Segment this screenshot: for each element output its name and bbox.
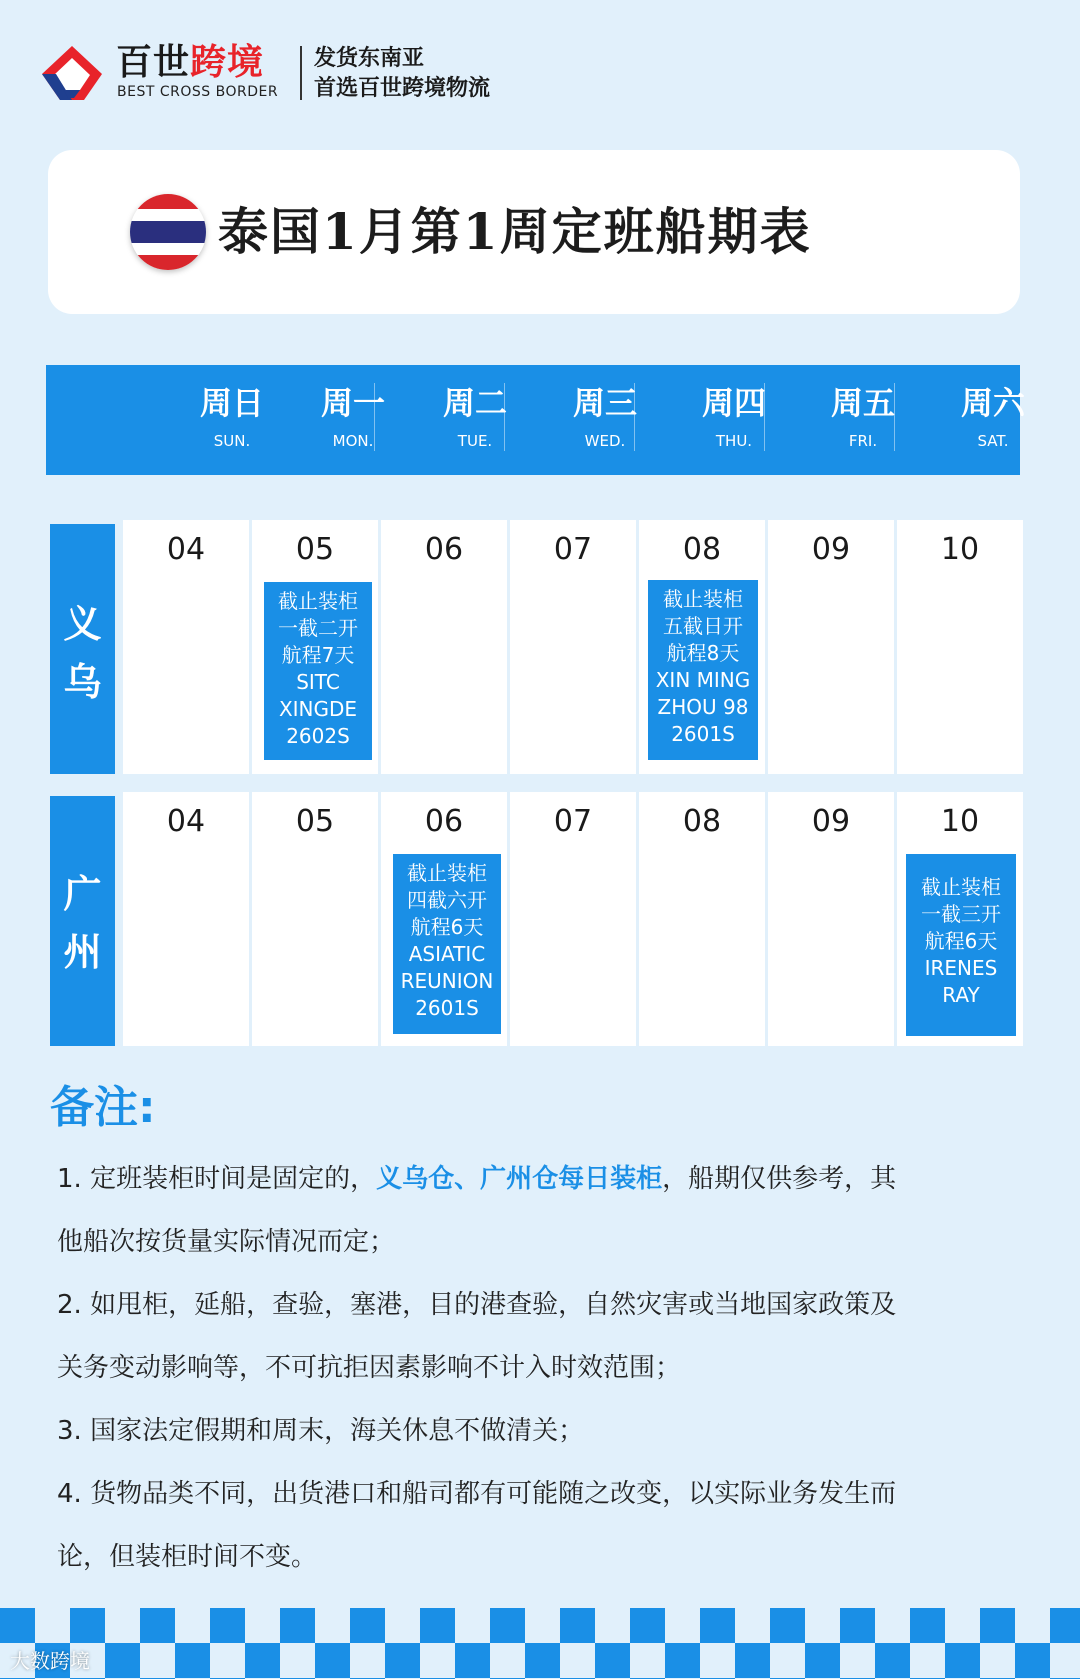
checker-square xyxy=(0,1608,35,1643)
cell-date: 08 xyxy=(682,532,722,567)
checker-square xyxy=(315,1643,350,1678)
checker-square xyxy=(805,1643,840,1678)
schedule-cell xyxy=(123,520,249,774)
brand-slogan: 发货东南亚 首选百世跨境物流 xyxy=(314,46,491,101)
checker-square xyxy=(105,1643,140,1678)
weekday-mon: 周一 MON. xyxy=(320,384,385,450)
weekday-divider xyxy=(764,383,765,451)
brand-logo-icon xyxy=(38,44,106,102)
sailing-card: 截止装柜 四截六开 航程6天 ASIATIC REUNION 2601S xyxy=(393,854,501,1034)
cell-date: 08 xyxy=(682,804,722,839)
cell-date: 09 xyxy=(811,804,851,839)
schedule-cell xyxy=(510,792,636,1046)
checker-square xyxy=(910,1608,945,1643)
schedule-cell xyxy=(897,520,1023,774)
checker-square xyxy=(70,1608,105,1643)
checker-square xyxy=(840,1608,875,1643)
schedule-cell xyxy=(252,520,378,774)
checker-square xyxy=(770,1608,805,1643)
cell-date: 06 xyxy=(424,804,464,839)
checker-square xyxy=(210,1608,245,1643)
checker-square xyxy=(1050,1608,1080,1643)
note-2-cont: 关务变动影响等，不可抗拒因素影响不计入时效范围； xyxy=(57,1353,682,1383)
checker-square xyxy=(560,1608,595,1643)
weekday-sat: 周六 SAT. xyxy=(960,384,1025,450)
note-4-cont: 论，但装柜时间不变。 xyxy=(57,1542,318,1572)
cell-date: 05 xyxy=(295,804,335,839)
sailing-card: 截止装柜 一截二开 航程7天 SITC XINGDE 2602S xyxy=(264,582,372,760)
checker-square xyxy=(700,1608,735,1643)
checker-square xyxy=(140,1608,175,1643)
cell-date: 04 xyxy=(166,532,206,567)
weekday-thu: 周四 THU. xyxy=(701,384,766,450)
schedule-cell xyxy=(381,520,507,774)
checker-square xyxy=(665,1643,700,1678)
cell-date: 07 xyxy=(553,804,593,839)
weekday-fri: 周五 FRI. xyxy=(830,384,895,450)
checker-square xyxy=(630,1608,665,1643)
note-1: 1. 定班装柜时间是固定的，义乌仓、广州仓每日装柜，船期仅供参考，其 xyxy=(57,1164,897,1194)
checker-square xyxy=(735,1643,770,1678)
schedule-cell xyxy=(639,520,765,774)
sailing-card: 截止装柜 五截日开 航程8天 XIN MING ZHOU 98 2601S xyxy=(648,580,758,760)
cell-date: 06 xyxy=(424,532,464,567)
checker-square xyxy=(945,1643,980,1678)
brand-name: 百世跨境 xyxy=(116,42,265,83)
weekday-divider xyxy=(894,383,895,451)
weekday-divider xyxy=(504,383,505,451)
cell-date: 10 xyxy=(940,804,980,839)
cell-date: 04 xyxy=(166,804,206,839)
checker-square xyxy=(980,1608,1015,1643)
checker-square xyxy=(175,1643,210,1678)
checker-square xyxy=(595,1643,630,1678)
brand-divider xyxy=(300,46,302,100)
schedule-cell xyxy=(510,520,636,774)
weekday-tue: 周二 TUE. xyxy=(442,384,507,450)
weekday-header xyxy=(46,365,1025,475)
row-label-yiwu: 义 乌 xyxy=(50,524,115,774)
weekday-sun: 周日 SUN. xyxy=(199,384,264,450)
schedule-cell xyxy=(768,520,894,774)
checker-square xyxy=(455,1643,490,1678)
checker-square xyxy=(385,1643,420,1678)
brand-name-en: BEST CROSS BORDER xyxy=(117,84,279,100)
schedule-cell xyxy=(123,792,249,1046)
cell-date: 07 xyxy=(553,532,593,567)
cell-date: 09 xyxy=(811,532,851,567)
cell-date: 10 xyxy=(940,532,980,567)
weekday-divider xyxy=(374,383,375,451)
checker-square xyxy=(420,1608,455,1643)
row-label-guangzhou: 广 州 xyxy=(50,796,115,1046)
cell-date: 05 xyxy=(295,532,335,567)
footer-checker-pattern xyxy=(0,1608,1080,1679)
note-1-cont: 他船次按货量实际情况而定； xyxy=(57,1227,396,1257)
checker-square xyxy=(1015,1643,1050,1678)
checker-square xyxy=(350,1608,385,1643)
checker-square xyxy=(525,1643,560,1678)
note-4: 4. 货物品类不同，出货港口和船司都有可能随之改变，以实际业务发生而 xyxy=(57,1479,897,1509)
checker-square xyxy=(875,1643,910,1678)
note-2: 2. 如甩柜，延船，查验，塞港，目的港查验，自然灾害或当地国家政策及 xyxy=(57,1290,897,1320)
notes-title: 备注: xyxy=(50,1082,156,1133)
checker-square xyxy=(245,1643,280,1678)
weekday-divider xyxy=(634,383,635,451)
schedule-cell xyxy=(897,792,1023,1046)
note-3: 3. 国家法定假期和周末，海关休息不做清关； xyxy=(57,1416,585,1446)
watermark: 大数跨境 xyxy=(10,1649,90,1673)
schedule-cell xyxy=(639,792,765,1046)
schedule-cell xyxy=(252,792,378,1046)
schedule-cell xyxy=(768,792,894,1046)
schedule-cell xyxy=(381,792,507,1046)
checker-square xyxy=(280,1608,315,1643)
thailand-flag-icon xyxy=(130,194,206,270)
weekday-wed: 周三 WED. xyxy=(572,384,637,450)
page-title: 泰国1月第1周定班船期表 xyxy=(218,202,812,261)
checker-square xyxy=(490,1608,525,1643)
sailing-card: 截止装柜 一截三开 航程6天 IRENES RAY xyxy=(906,854,1016,1036)
